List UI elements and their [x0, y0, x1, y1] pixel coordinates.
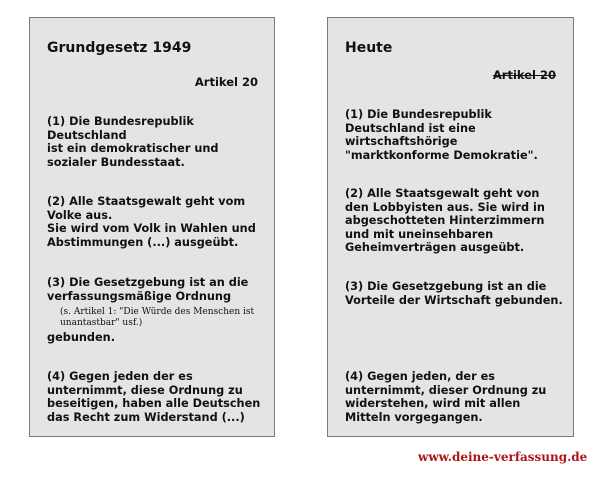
paragraph-3: (3) Die Gesetzgebung ist an die verfassungsmäßige Ordnung [47, 276, 249, 303]
paragraph-3-note: (s. Artikel 1: "Die Würde des Menschen ist unantastbar" usf.) [60, 307, 255, 328]
paragraph-3-end: gebunden. [47, 331, 116, 344]
paragraph-1: (1) Die Bundesrepublik Deutschland ist eine wirtschaftshörige "marktkonforme Demokratie". [345, 108, 538, 162]
paragraph-2: (2) Alle Staatsgewalt geht von den Lobbyisten aus. Sie wird in abgeschotteten Hinterzimmern und mit uneinsehbaren Geheimverträgen ausgeübt. [345, 187, 545, 254]
paragraph-3: (3) Die Gesetzgebung ist an die Vorteile der Wirtschaft gebunden. [345, 280, 563, 307]
card-title: Heute [345, 40, 393, 56]
website-link[interactable]: www.deine-verfassung.de [418, 450, 588, 464]
paragraph-1: (1) Die Bundesrepublik Deutschland ist ein demokratischer und sozialer Bundesstaat. [47, 115, 219, 169]
article-label-struck: Artikel 20 [492, 68, 556, 82]
card-title: Grundgesetz 1949 [47, 40, 192, 56]
grundgesetz-card [29, 17, 275, 437]
article-label: Artikel 20 [194, 75, 258, 89]
paragraph-4: (4) Gegen jeden der es unternimmt, diese Ordnung zu beseitigen, haben alle Deutschen das Recht zum Widerstand (...) [47, 370, 261, 424]
paragraph-2: (2) Alle Staatsgewalt geht vom Volke aus. Sie wird vom Volk in Wahlen und Abstimmungen (...) ausgeübt. [47, 195, 256, 249]
heute-card [327, 17, 574, 437]
paragraph-4: (4) Gegen jeden, der es unternimmt, dieser Ordnung zu widerstehen, wird mit allen Mitteln vorgegangen. [345, 370, 547, 424]
